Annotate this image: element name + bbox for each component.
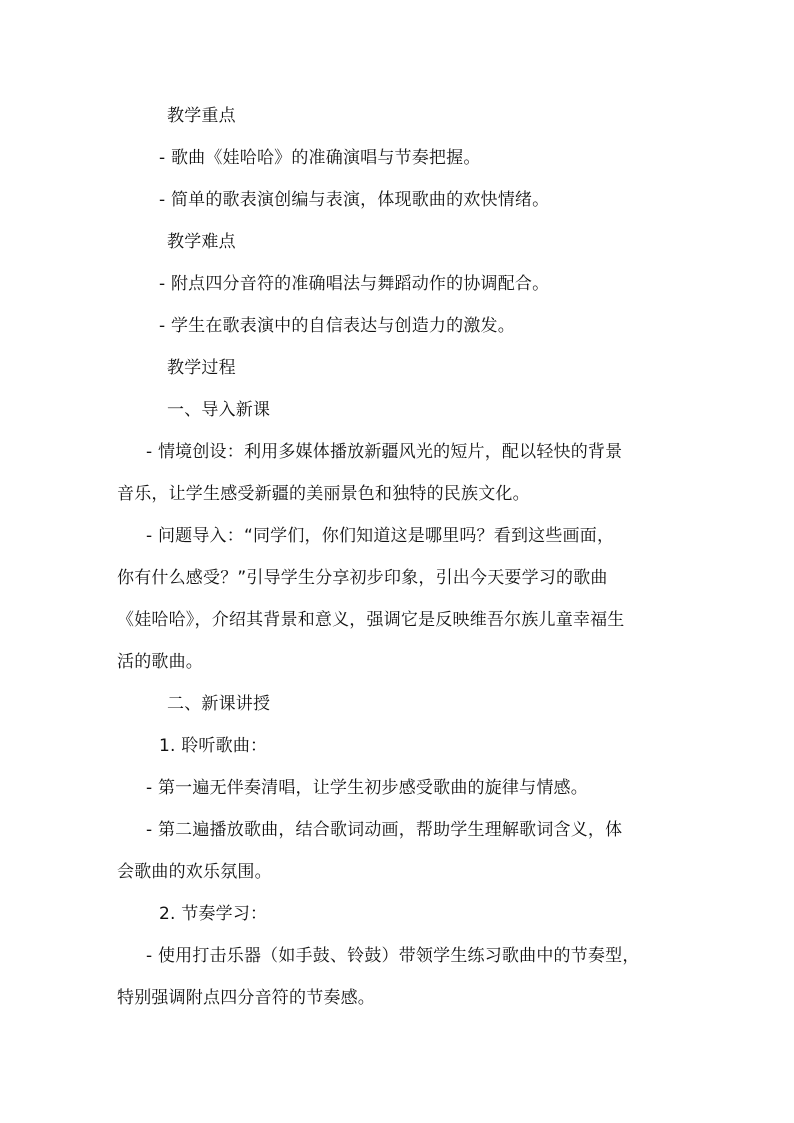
subheading-listening: 1. 聆听歌曲：: [159, 736, 268, 756]
paragraph-line: - 歌曲《娃哈哈》的准确演唱与节奏把握。: [159, 148, 481, 168]
paragraph-line: - 附点四分音符的准确唱法与舞蹈动作的协调配合。: [159, 274, 550, 294]
paragraph-line: 音乐，让学生感受新疆的美丽景色和独特的民族文化。: [117, 484, 530, 504]
heading-teaching-process: 教学过程: [167, 358, 236, 378]
paragraph-line: - 情境创设：利用多媒体播放新疆风光的短片，配以轻快的背景: [146, 442, 623, 462]
paragraph-line: 特别强调附点四分音符的节奏感。: [117, 988, 375, 1008]
paragraph-line: 《娃哈哈》，介绍其背景和意义，强调它是反映维吾尔族儿童幸福生: [117, 610, 625, 630]
paragraph-line: - 使用打击乐器（如手鼓、铃鼓）带领学生练习歌曲中的节奏型，: [146, 946, 640, 966]
section-heading-new-lesson: 二、新课讲授: [167, 694, 271, 714]
heading-teaching-focus: 教学重点: [167, 106, 236, 126]
paragraph-line: 活的歌曲。: [117, 652, 203, 672]
paragraph-line: - 问题导入：“同学们，你们知道这是哪里吗？看到这些画面，: [146, 526, 615, 546]
paragraph-line: - 第二遍播放歌曲，结合歌词动画，帮助学生理解歌词含义，体: [146, 820, 623, 840]
subheading-rhythm: 2. 节奏学习：: [159, 904, 268, 924]
paragraph-line: - 学生在歌表演中的自信表达与创造力的激发。: [159, 316, 515, 336]
paragraph-line: 你有什么感受？”引导学生分享初步印象，引出今天要学习的歌曲: [117, 568, 608, 588]
heading-teaching-difficulty: 教学难点: [167, 232, 236, 252]
paragraph-line: - 第一遍无伴奏清唱，让学生初步感受歌曲的旋律与情感。: [146, 778, 588, 798]
paragraph-line: 会歌曲的欢乐氛围。: [117, 862, 272, 882]
paragraph-line: - 简单的歌表演创编与表演，体现歌曲的欢快情绪。: [159, 190, 550, 210]
section-heading-intro: 一、导入新课: [167, 400, 271, 420]
